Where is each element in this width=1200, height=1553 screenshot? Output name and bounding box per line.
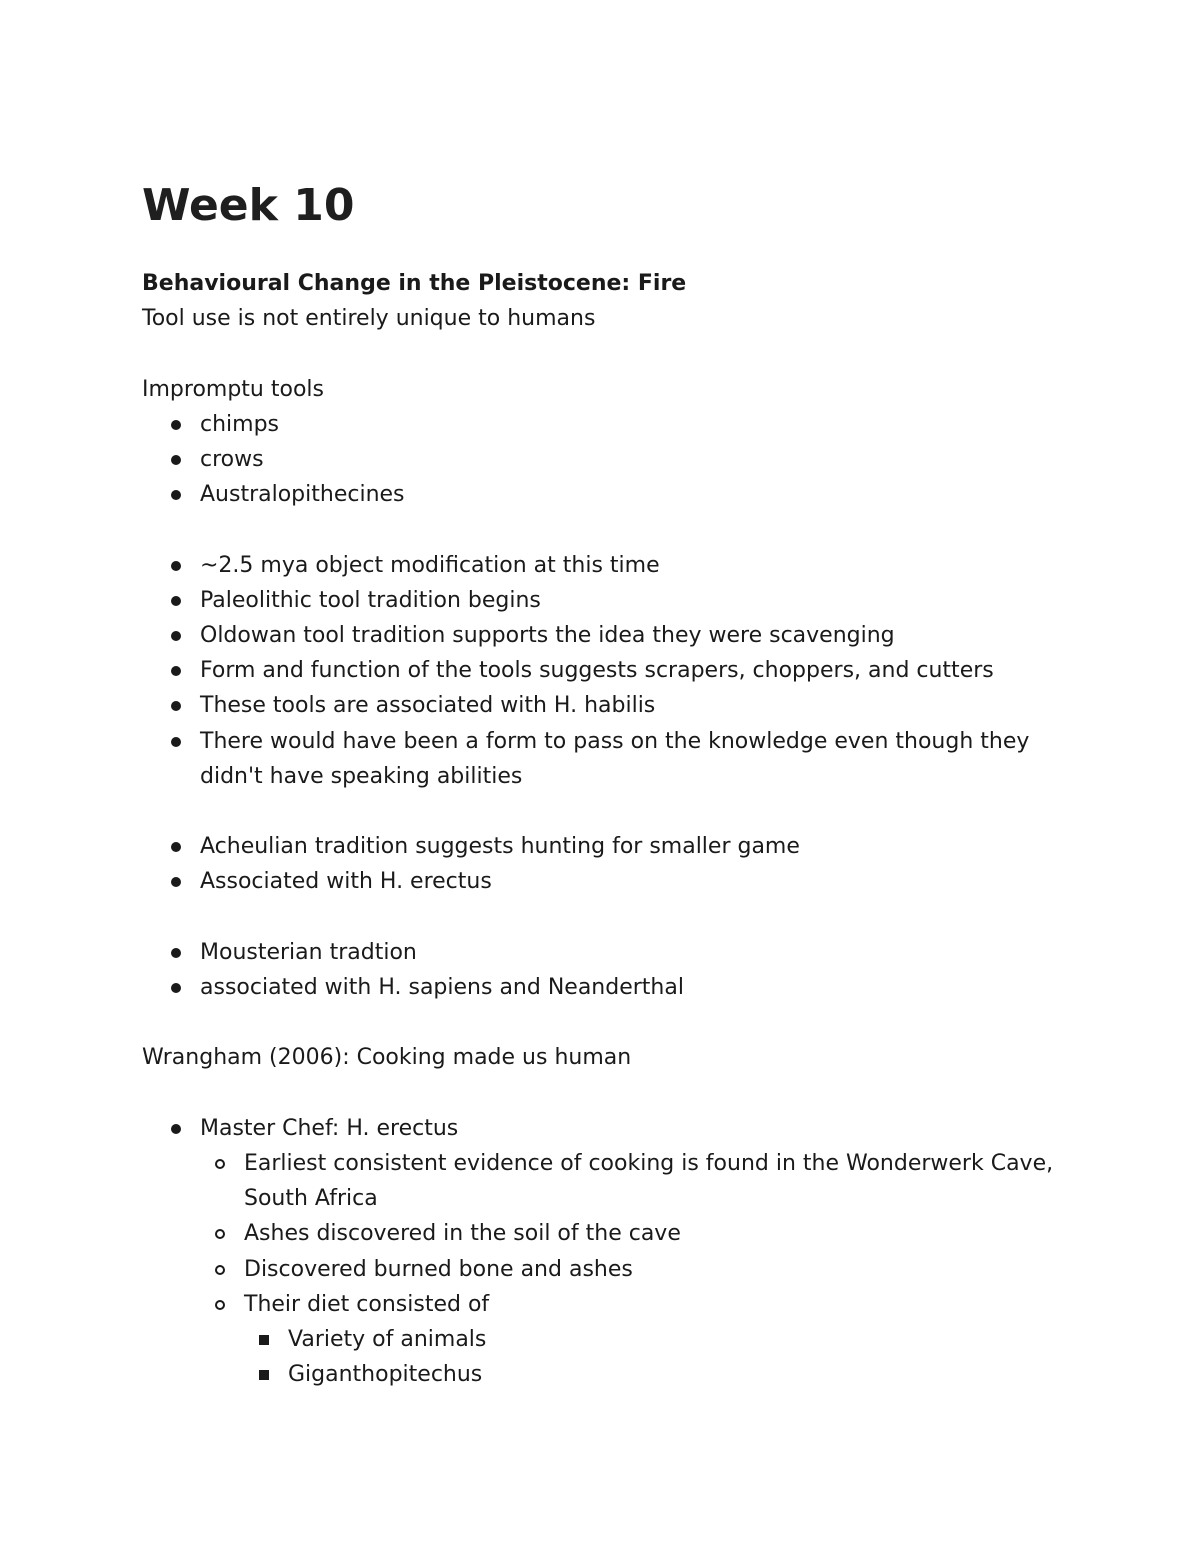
wrangham-list (142, 1111, 1062, 1393)
list-item: Their diet consisted of Variety of animals Giganthopitechus (200, 1287, 1062, 1393)
page-title: Week 10 (142, 180, 355, 231)
list-item: Earliest consistent evidence of cooking is found in the Wonderwerk Cave, South Africa (200, 1146, 1062, 1216)
list-item: Form and function of the tools suggests scrapers, choppers, and cutters (142, 653, 1062, 688)
bullet-disc-icon (171, 666, 181, 676)
bullet-disc-icon (171, 596, 181, 606)
list-item: Oldowan tool tradition supports the idea they were scavenging (142, 618, 1062, 653)
bullet-square-icon (259, 1335, 269, 1345)
bullet-circle-icon (215, 1159, 225, 1169)
oldowan-list (142, 548, 1062, 794)
bullet-disc-icon (171, 455, 181, 465)
list-item: Giganthopitechus (244, 1357, 1062, 1392)
list-item: crows (142, 442, 1062, 477)
list-item: There would have been a form to pass on the knowledge even though they didn't have speaking abilities (142, 724, 1062, 794)
spacer (142, 900, 1062, 935)
wrangham-heading: Wrangham (2006): Cooking made us human (142, 1045, 632, 1071)
spacer (142, 794, 1062, 829)
list-item: Acheulian tradition suggests hunting for smaller game (142, 829, 1062, 864)
bullet-disc-icon (171, 842, 181, 852)
list-item: Discovered burned bone and ashes (200, 1252, 1062, 1287)
list-item: Mousterian tradtion (142, 935, 1062, 970)
bullet-square-icon (259, 1370, 269, 1380)
bullet-disc-icon (171, 877, 181, 887)
spacer (142, 336, 1062, 371)
document-body (142, 266, 1062, 1392)
bullet-circle-icon (215, 1265, 225, 1275)
list-item: chimps (142, 407, 1062, 442)
list-item: ~2.5 mya object modification at this time (142, 548, 1062, 583)
list-item: Master Chef: H. erectus Earliest consistent evidence of cooking is found in the Wonderwerk Cave, South Africa Ashes discovered in the soil of the cave Discovered burned bone and ashes Their diet consisted of Variety of animals Giganthopitechus (142, 1111, 1062, 1393)
bullet-disc-icon (171, 948, 181, 958)
bullet-circle-icon (215, 1300, 225, 1310)
list-item: These tools are associated with H. habilis (142, 688, 1062, 723)
cooking-evidence-list (200, 1146, 1062, 1392)
bullet-disc-icon (171, 701, 181, 711)
bullet-disc-icon (171, 1124, 181, 1134)
section-heading: Behavioural Change in the Pleistocene: Fire (142, 271, 687, 296)
list-item: Variety of animals (244, 1322, 1062, 1357)
bullet-circle-icon (215, 1229, 225, 1239)
spacer (142, 1076, 1062, 1111)
mousterian-list (142, 935, 1062, 1005)
list-item: Australopithecines (142, 477, 1062, 512)
acheulian-list (142, 829, 1062, 899)
impromptu-heading: Impromptu tools (142, 376, 324, 402)
intro-text: Tool use is not entirely unique to humans (142, 306, 596, 332)
bullet-disc-icon (171, 561, 181, 571)
bullet-disc-icon (171, 631, 181, 641)
bullet-disc-icon (171, 983, 181, 993)
bullet-disc-icon (171, 737, 181, 747)
bullet-disc-icon (171, 420, 181, 430)
list-item: Ashes discovered in the soil of the cave (200, 1216, 1062, 1251)
list-item: Associated with H. erectus (142, 864, 1062, 899)
bullet-disc-icon (171, 490, 181, 500)
diet-list (244, 1322, 1062, 1392)
impromptu-list (142, 407, 1062, 513)
spacer (142, 1005, 1062, 1040)
list-item: associated with H. sapiens and Neanderthal (142, 970, 1062, 1005)
spacer (142, 512, 1062, 547)
list-item: Paleolithic tool tradition begins (142, 583, 1062, 618)
